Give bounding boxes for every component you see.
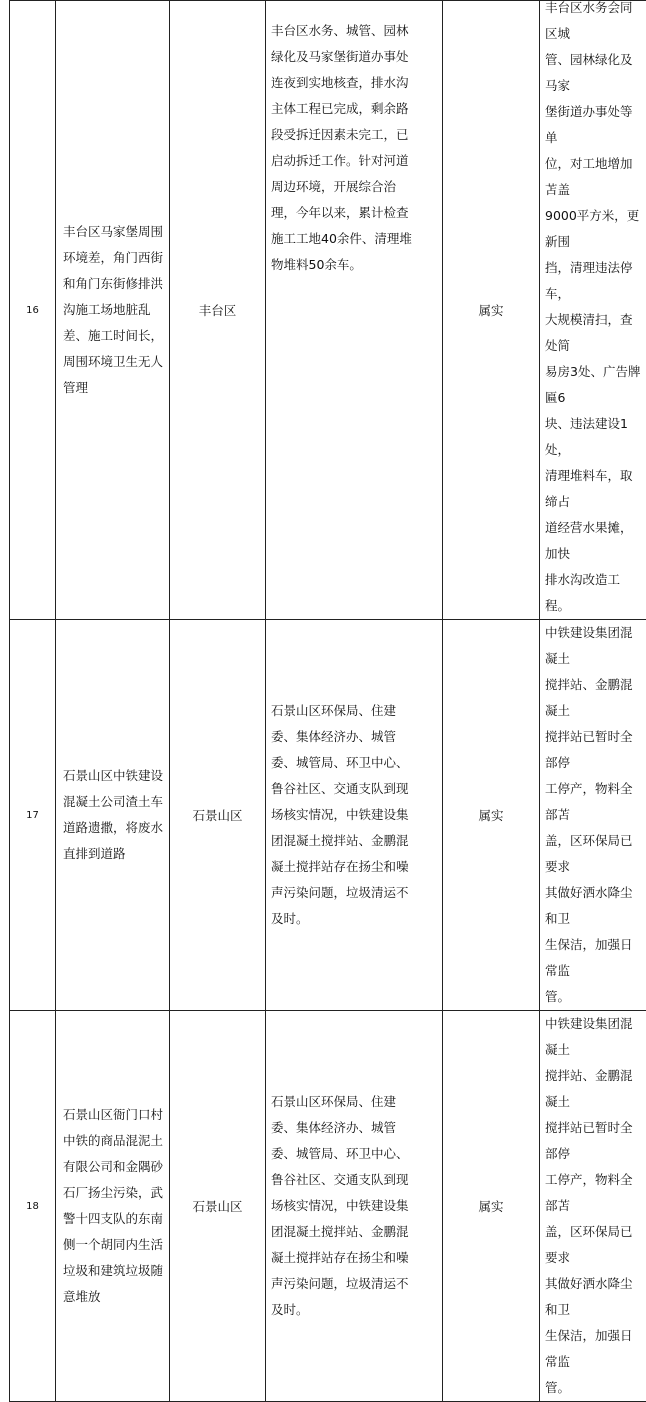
investigation-text: 丰台区水务、城管、园林 绿化及马家堡街道办事处 连夜到实地核查，排水沟 主体工程已完成，剩余路 段受拆迁因素未完工，已 启动拆迁工作。针对河道 周边环境，开展综合治 理，今年以来，累计检查 施工工地40余件、清理堆 物堆料50余车。 [266, 1, 442, 278]
result-cell: 属实 [443, 620, 540, 1011]
issue-cell [56, 1011, 170, 1402]
issue-cell [56, 620, 170, 1011]
action-text: 中铁建设集团混凝土 搅拌站、金鹏混凝土 搅拌站已暂时全部停 工停产，物料全部苫 盖，区环保局已要求 其做好洒水降尘和卫 生保洁，加强日常监 管。 [540, 620, 646, 1010]
investigation-cell [266, 1, 443, 620]
table-row [10, 620, 646, 1011]
issue-cell [56, 1, 170, 620]
issue-text: 石景山区衙门口村 中铁的商品混泥土 有限公司和金隅砂 石厂扬尘污染，武 警十四支队的东南 侧一个胡同内生活 垃圾和建筑垃圾随 意堆放 [56, 1102, 169, 1310]
investigation-text: 石景山区环保局、住建 委、集体经济办、城管 委、城管局、环卫中心、 鲁谷社区、交通支队到现 场核实情况，中铁建设集 团混凝土搅拌站、金鹏混 凝土搅拌站存在扬尘和噪 声污染问题，垃圾清运不 及时。 [266, 698, 442, 932]
district-cell: 石景山区 [170, 1011, 266, 1402]
complaint-table [9, 0, 646, 1402]
action-cell [540, 1, 646, 620]
table-row [10, 1, 646, 620]
row-number: 18 [10, 1011, 56, 1402]
result-cell: 属实 [443, 1011, 540, 1402]
row-number: 17 [10, 620, 56, 1011]
issue-text: 石景山区中铁建设 混凝土公司渣土车 道路遗撒，将废水 直排到道路 [56, 763, 169, 867]
action-cell [540, 620, 646, 1011]
investigation-text: 石景山区环保局、住建 委、集体经济办、城管 委、城管局、环卫中心、 鲁谷社区、交通支队到现 场核实情况，中铁建设集 团混凝土搅拌站、金鹏混 凝土搅拌站存在扬尘和噪 声污染问题，垃圾清运不 及时。 [266, 1089, 442, 1323]
investigation-cell [266, 1011, 443, 1402]
issue-text: 丰台区马家堡周围 环境差，角门西街 和角门东街修排洪 沟施工场地脏乱 差、施工时间长， 周围环境卫生无人 管理 [56, 219, 169, 401]
row-number: 16 [10, 1, 56, 620]
table-row [10, 1011, 646, 1402]
action-text: 中铁建设集团混凝土 搅拌站、金鹏混凝土 搅拌站已暂时全部停 工停产，物料全部苫 盖，区环保局已要求 其做好洒水降尘和卫 生保洁，加强日常监 管。 [540, 1011, 646, 1401]
district-cell: 丰台区 [170, 1, 266, 620]
investigation-cell [266, 620, 443, 1011]
action-cell [540, 1011, 646, 1402]
action-text: 丰台区水务会同区城 管、园林绿化及马家 堡街道办事处等单 位，对工地增加苫盖 9000平方米，更新围 挡，清理违法停车， 大规模清扫，查处简 易房3处、广告牌匾6 块、违法建设1处， 清理堆料车，取缔占 道经营水果摊，加快 排水沟改造工程。 [540, 0, 646, 619]
result-cell: 属实 [443, 1, 540, 620]
district-cell: 石景山区 [170, 620, 266, 1011]
